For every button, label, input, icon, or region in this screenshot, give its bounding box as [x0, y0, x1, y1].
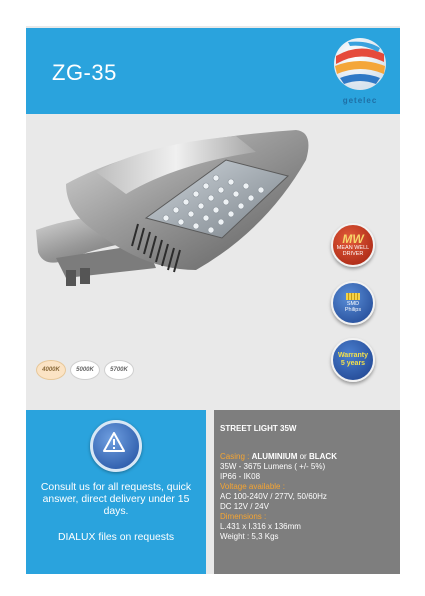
model-title: ZG-35 — [52, 60, 117, 85]
lumens-value: 35W - 3675 Lumens ( +/- 5%) — [220, 462, 326, 471]
dimensions-label: Dimensions : — [220, 512, 267, 521]
mean-well-logo-icon: MW — [342, 232, 364, 246]
casing-value-aluminium: ALUMINIUM — [251, 452, 298, 461]
product-sheet — [26, 26, 400, 574]
smd-label: SMD — [346, 301, 360, 307]
warranty-badge — [331, 338, 375, 382]
warranty-years: 5 years — [340, 360, 366, 367]
casing-label: Casing : — [220, 452, 250, 461]
color-temp-5000k: 5000K — [70, 360, 100, 380]
ip-rating-value: IP66 - IK08 — [220, 472, 261, 481]
color-temperature-options — [36, 360, 134, 380]
warning-badge — [90, 420, 142, 472]
mean-well-label: MEAN WELL — [336, 245, 370, 251]
casing-value-black: BLACK — [308, 452, 337, 461]
voltage-dc-value: DC 12V / 24V — [220, 502, 269, 511]
dialux-text: DIALUX files on requests — [57, 532, 175, 543]
smd-philips-badge — [331, 281, 375, 325]
contact-panel — [26, 410, 206, 574]
specs-panel — [214, 410, 400, 574]
consult-text: Consult us for all requests, quick answer, direct delivery under 15 days. — [40, 482, 192, 517]
color-temp-5700k: 5700K — [104, 360, 134, 380]
voltage-label: Voltage available : — [220, 482, 285, 491]
casing-row — [220, 452, 337, 462]
globe-logo-icon — [328, 34, 392, 94]
casing-or: or — [299, 452, 307, 461]
warning-icon — [103, 432, 125, 452]
street-light-image — [26, 120, 316, 310]
dimensions-value: L.431 x l.316 x 136mm — [220, 522, 301, 531]
brand-logo — [328, 34, 392, 112]
led-chip-icon — [346, 293, 360, 300]
driver-label: DRIVER — [342, 251, 364, 257]
weight-value: Weight : 5,3 Kgs — [220, 532, 279, 541]
philips-label: Philips — [344, 307, 362, 313]
color-temp-4000k: 4000K — [36, 360, 66, 380]
brand-logo-text: getelec — [342, 96, 378, 105]
warranty-label: Warranty — [337, 352, 369, 359]
specs-title: STREET LIGHT 35W — [220, 424, 297, 433]
mean-well-driver-badge — [331, 223, 375, 267]
header-banner — [26, 28, 400, 114]
voltage-ac-value: AC 100-240V / 277V, 50/60Hz — [220, 492, 327, 501]
